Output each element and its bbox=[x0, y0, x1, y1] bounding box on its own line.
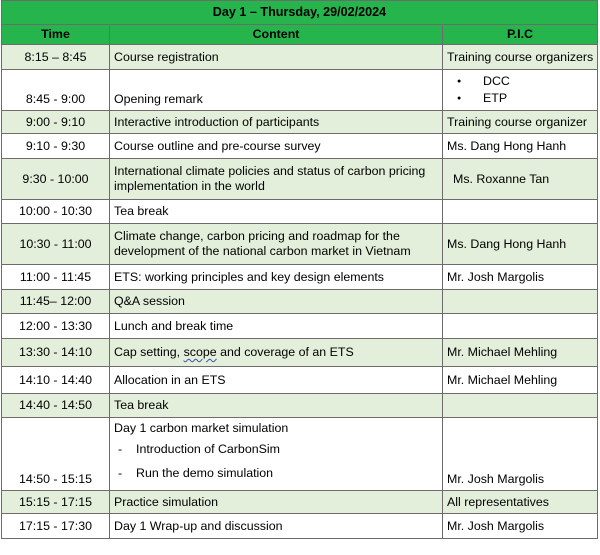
row-content: Course outline and pre-course survey bbox=[110, 134, 443, 159]
row-time: 17:15 - 17:30 bbox=[2, 514, 110, 539]
content-part: Cap setting, bbox=[114, 345, 184, 359]
row-content: Tea break bbox=[110, 200, 443, 224]
row-pic: Ms. Dang Hong Hanh bbox=[443, 224, 598, 265]
row-pic: Mr. Michael Mehling bbox=[443, 367, 598, 394]
row-pic: Ms. Dang Hong Hanh bbox=[443, 134, 598, 159]
row-pic: All representatives bbox=[443, 491, 598, 514]
header-row bbox=[2, 25, 598, 45]
row-pic: Training course organizers bbox=[443, 45, 598, 70]
table-row bbox=[2, 418, 598, 491]
row-content: Q&A session bbox=[110, 290, 443, 314]
row-time: 9:30 - 10:00 bbox=[2, 159, 110, 200]
row-time: 10:30 - 11:00 bbox=[2, 224, 110, 265]
row-pic bbox=[443, 394, 598, 418]
table-row bbox=[2, 265, 598, 290]
row-content bbox=[110, 224, 443, 265]
row-content: Course registration bbox=[110, 45, 443, 70]
list-item: ● ETP bbox=[471, 90, 593, 107]
row-time: 12:00 - 13:30 bbox=[2, 314, 110, 339]
list-item: - Run the demo simulation bbox=[114, 461, 438, 485]
content-line: development of the national carbon market in Vietnam bbox=[114, 244, 411, 258]
row-time: 15:15 - 17:15 bbox=[2, 491, 110, 514]
content-part: and coverage of an ETS bbox=[216, 345, 354, 359]
row-time: 8:15 – 8:45 bbox=[2, 45, 110, 70]
header-content: Content bbox=[110, 25, 443, 45]
row-pic: Ms. Roxanne Tan bbox=[443, 159, 598, 200]
table-row bbox=[2, 314, 598, 339]
table-row bbox=[2, 200, 598, 224]
table-row bbox=[2, 70, 598, 111]
content-line: Day 1 carbon market simulation bbox=[114, 421, 289, 435]
row-content bbox=[110, 418, 443, 491]
row-pic: Mr. Josh Margolis bbox=[443, 265, 598, 290]
list-item: ● DCC bbox=[471, 73, 593, 90]
row-time: 13:30 - 14:10 bbox=[2, 339, 110, 367]
content-line: International climate policies and status of carbon pricing bbox=[114, 164, 426, 178]
table-row bbox=[2, 45, 598, 70]
content-line: Climate change, carbon pricing and roadmap for the bbox=[114, 229, 400, 243]
row-content: Tea break bbox=[110, 394, 443, 418]
row-pic: Training course organizer bbox=[443, 111, 598, 134]
row-content bbox=[110, 339, 443, 367]
row-time: 11:45– 12:00 bbox=[2, 290, 110, 314]
table-row bbox=[2, 367, 598, 394]
header-pic: P.I.C bbox=[443, 25, 598, 45]
table-row bbox=[2, 159, 598, 200]
row-content bbox=[110, 159, 443, 200]
table-row bbox=[2, 111, 598, 134]
row-pic bbox=[443, 70, 598, 111]
header-time: Time bbox=[2, 25, 110, 45]
schedule-table bbox=[1, 0, 598, 539]
table-row bbox=[2, 491, 598, 514]
row-time: 14:50 - 15:15 bbox=[2, 418, 110, 491]
row-time: 14:40 - 14:50 bbox=[2, 394, 110, 418]
row-pic bbox=[443, 200, 598, 224]
title-row bbox=[2, 1, 598, 25]
row-time: 9:00 - 9:10 bbox=[2, 111, 110, 134]
row-time: 11:00 - 11:45 bbox=[2, 265, 110, 290]
row-content: Practice simulation bbox=[110, 491, 443, 514]
list-item: - Introduction of CarbonSim bbox=[114, 437, 438, 461]
table-row bbox=[2, 514, 598, 539]
table-row bbox=[2, 290, 598, 314]
row-time: 9:10 - 9:30 bbox=[2, 134, 110, 159]
row-content: Opening remark bbox=[110, 70, 443, 111]
row-content: Lunch and break time bbox=[110, 314, 443, 339]
row-time: 8:45 - 9:00 bbox=[2, 70, 110, 111]
row-pic bbox=[443, 314, 598, 339]
row-content: ETS: working principles and key design elements bbox=[110, 265, 443, 290]
table-row bbox=[2, 394, 598, 418]
table-row bbox=[2, 339, 598, 367]
row-pic bbox=[443, 290, 598, 314]
row-pic: Mr. Josh Margolis bbox=[443, 514, 598, 539]
row-pic: Mr. Josh Margolis bbox=[443, 418, 598, 491]
table-row bbox=[2, 224, 598, 265]
table-row bbox=[2, 134, 598, 159]
pic-bullet-list bbox=[447, 73, 593, 107]
content-line: implementation in the world bbox=[114, 179, 265, 193]
day-title: Day 1 – Thursday, 29/02/2024 bbox=[2, 1, 598, 25]
row-time: 10:00 - 10:30 bbox=[2, 200, 110, 224]
row-content: Day 1 Wrap-up and discussion bbox=[110, 514, 443, 539]
spellcheck-underlined-word: scope bbox=[183, 345, 217, 359]
row-pic: Mr. Michael Mehling bbox=[443, 339, 598, 367]
row-content: Allocation in an ETS bbox=[110, 367, 443, 394]
row-time: 14:10 - 14:40 bbox=[2, 367, 110, 394]
row-content: Interactive introduction of participants bbox=[110, 111, 443, 134]
